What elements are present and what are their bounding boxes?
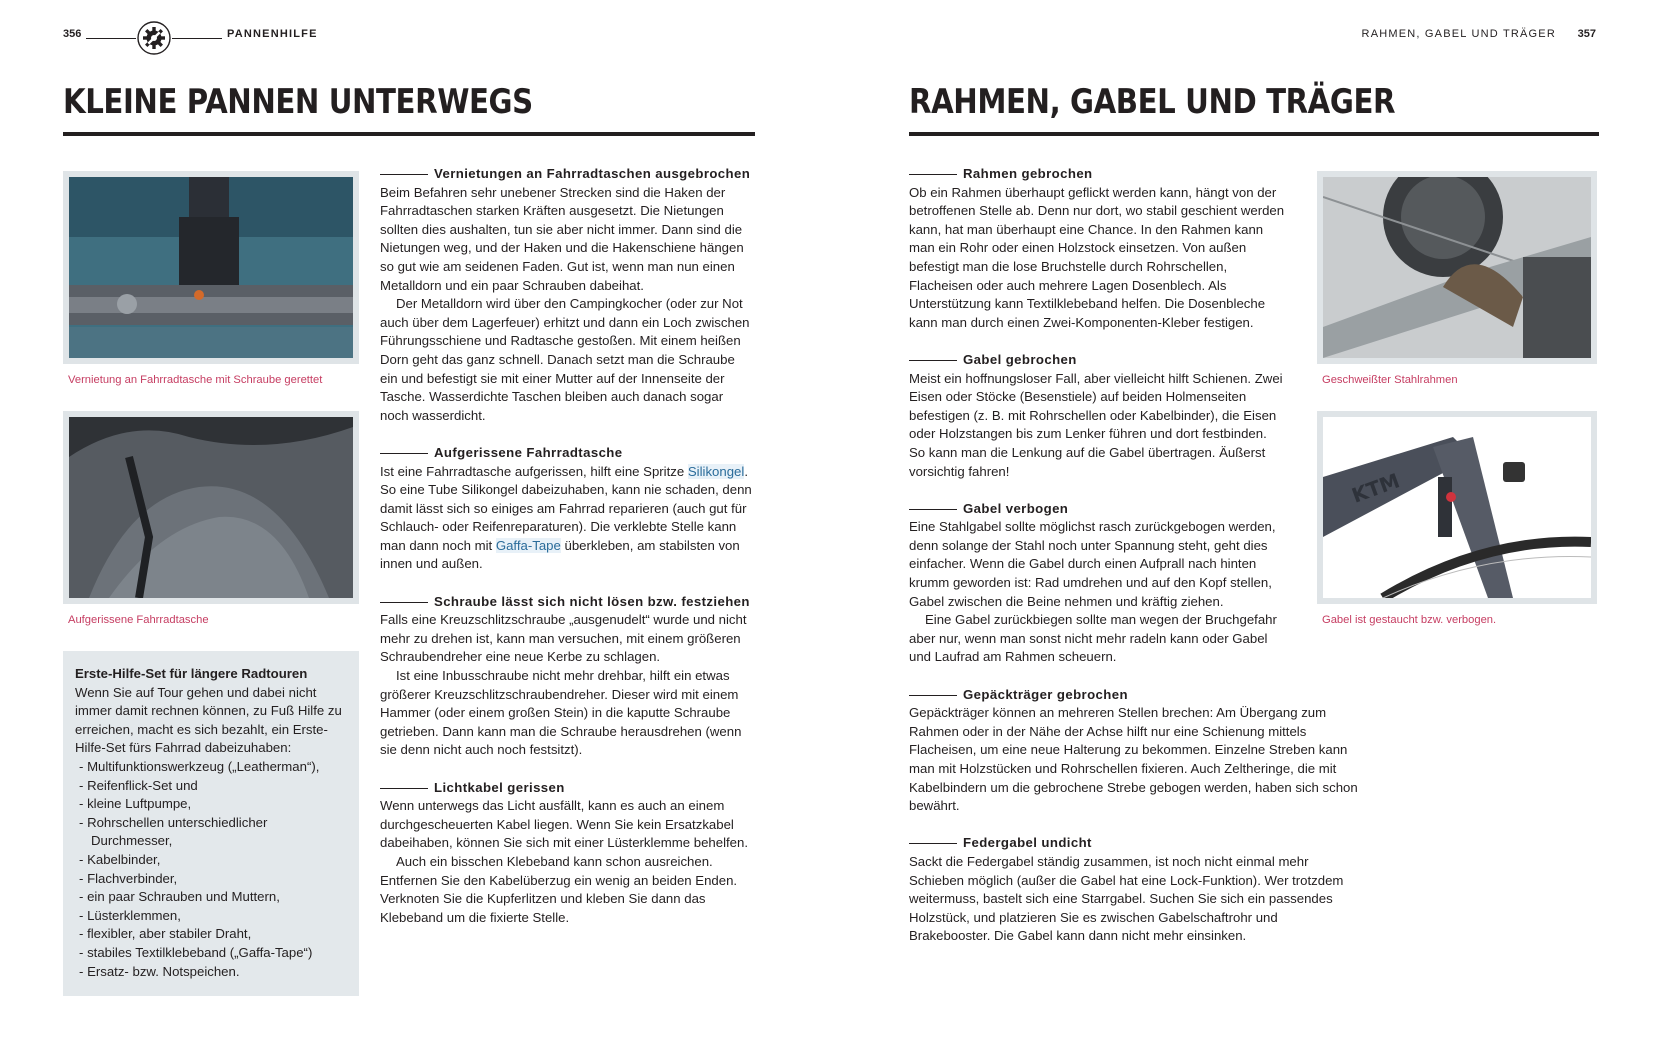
- box-list: [75, 758, 349, 981]
- link-silikongel[interactable]: Silikongel: [687, 463, 745, 479]
- list-item: - Reifenflick-Set und: [75, 777, 349, 796]
- paragraph: Ist eine Fahrradtasche aufgerissen, hilft eine Spritze Silikongel. So eine Tube Silikongel dabeizuhaben, kann nie schaden, denn damit lässt sich so einiges am Fahrrad reparieren (auch gut für Schlauch- oder Reifenreparaturen). Die verklebte Stelle kann man dann noch mit Gaffa-Tape überkleben, am stabilsten von innen und außen.: [380, 463, 752, 572]
- bike-brand-label: KTM: [1348, 468, 1403, 508]
- gear-wrench-icon: [137, 21, 171, 55]
- left-section-label: PANNENHILFE: [227, 28, 318, 40]
- header-line-right: [172, 38, 222, 39]
- section-heading-light-cable: Lichtkabel gerissen: [380, 779, 755, 798]
- paragraph: Eine Gabel zurückbiegen sollte man wegen der Bruchgefahr aber nur, wenn man sonst nicht mehr radeln kann oder Gabel und Laufrad am Rahmen scheuern.: [909, 612, 1277, 665]
- right-title-rule: [909, 132, 1599, 136]
- left-text-column: [380, 165, 755, 927]
- box-title: Erste-Hilfe-Set für längere Radtouren: [75, 666, 308, 681]
- section-heading-frame-broken: Rahmen gebrochen: [909, 165, 1285, 184]
- photo-caption-2: Aufgerissene Fahrradtasche: [68, 614, 209, 626]
- header-line-left: [86, 38, 136, 39]
- paragraph: Ob ein Rahmen überhaupt geflickt werden kann, hängt von der betroffenen Stelle ab. Denn nur dort, wo stabil geschient werden kann, hat man überhaupt eine Chance. In den Rahmen kann man ein Rohr oder einen Holzstock einsetzen. Von außen befestigt man die lose Bruchstelle durch Rohrschellen, Flacheisen oder auch mehrere Lagen Dosenblech. Als Unterstützung kann Textilklebeband helfen. Die Dosenbleche kann man durch einen Zwei-Komponenten-Kleber festigen.: [909, 184, 1285, 330]
- paragraph: Eine Stahlgabel sollte möglichst rasch zurückgebogen werden, denn solange der Stahl noch unter Spannung steht, geht dies einfacher. Wenn die Gabel durch einen Aufprall nach hinten krumm geworden ist: Rad umdrehen und auf den Kopf stellen, Gabel zwischen die Beine nehmen und kräftig ziehen.: [909, 519, 1276, 609]
- photo-welded-frame: [1317, 171, 1597, 364]
- list-item: - Rohrschellen unterschiedlicher Durchmesser,: [75, 814, 349, 851]
- paragraph: Gepäckträger können an mehreren Stellen brechen: Am Übergang zum Rahmen oder in der Nähe der Achse hilft nur eine Schienung mittels Flacheisen, um eine neue Halterung zu bekommen. Einzelne Streben kann man mit Holzstücken und Rohrschellen fixieren. Auch Zeltheringe, die mit Kabelbindern um die gebrochene Strebe gebogen werden, haben sich schon bewährt.: [909, 705, 1358, 814]
- list-item: - ein paar Schrauben und Muttern,: [75, 888, 349, 907]
- list-item: - Ersatz- bzw. Notspeichen.: [75, 963, 349, 982]
- photo-caption-4: Gabel ist gestaucht bzw. verbogen.: [1322, 614, 1497, 626]
- paragraph: Wenn unterwegs das Licht ausfällt, kann es auch an einem durchgescheuerten Kabel liegen. Wenn Sie kein Ersatzkabel dabeihaben, können Sie sich mit einer Lüsterklemme behelfen.: [380, 798, 749, 851]
- section-heading-fork-bent: Gabel verbogen: [909, 500, 1285, 519]
- left-page-number: 356: [63, 28, 82, 40]
- section-heading-torn-bag: Aufgerissene Fahrradtasche: [380, 444, 755, 463]
- paragraph: Sackt die Federgabel ständig zusammen, ist noch nicht einmal mehr Schieben möglich (außer die Gabel hat eine Lock-Funktion). Wer trotzdem weitermuss, bastelt sich eine Starrgabel. Suchen Sie sich ein passendes Holzstück, und platzieren Sie es zwischen Gabelschaftrohr und Brakebooster. Die Gabel kann dann nicht mehr einsinken.: [909, 853, 1344, 944]
- section-heading-rivets: Vernietungen an Fahrradtaschen ausgebrochen: [380, 165, 755, 184]
- paragraph: Auch ein bisschen Klebeband kann schon ausreichen. Entfernen Sie den Kabelüberzug ein wenig an beiden Enden. Verknoten Sie die Kupferlitzen und kleben Sie dann das Klebeband um die fixierte Stelle.: [380, 853, 738, 925]
- list-item: - Multifunktionswerkzeug („Leatherman“),: [75, 758, 349, 777]
- left-title-rule: [63, 132, 755, 136]
- list-item: - Kabelbinder,: [75, 851, 349, 870]
- list-item: - stabiles Textilklebeband („Gaffa-Tape“): [75, 944, 349, 963]
- right-page-title: RAHMEN, GABEL UND TRÄGER: [909, 82, 1396, 122]
- photo-caption-1: Vernietung an Fahrradtasche mit Schraube gerettet: [68, 374, 323, 386]
- right-text-column: [909, 165, 1358, 946]
- section-heading-screw: Schraube lässt sich nicht lösen bzw. festziehen: [380, 593, 755, 612]
- section-heading-rack-broken: Gepäckträger gebrochen: [909, 686, 1285, 705]
- left-page-title: KLEINE PANNEN UNTERWEGS: [63, 82, 533, 122]
- list-item: - Lüsterklemmen,: [75, 907, 349, 926]
- link-gaffa-tape[interactable]: Gaffa-Tape: [495, 537, 561, 553]
- photo-pannier-rivet: [63, 171, 359, 364]
- photo-caption-3: Geschweißter Stahlrahmen: [1322, 374, 1458, 386]
- right-page-number: 357: [1577, 28, 1596, 40]
- section-heading-suspension-leaking: Federgabel undicht: [909, 834, 1285, 853]
- list-item: - flexibler, aber stabiler Draht,: [75, 925, 349, 944]
- photo-torn-bag: [63, 411, 359, 604]
- paragraph: Ist eine Inbusschraube nicht mehr drehbar, hilft ein etwas größerer Kreuzschlitzschraubendreher. Dieser wird mit einem Hammer (oder einem großen Stein) in die kaputte Schraube getrieben. Dann kann man die Schraube herausdrehen (wenn sie denn nicht auch noch festsitzt).: [380, 668, 742, 758]
- list-item: - Flachverbinder,: [75, 870, 349, 889]
- box-intro: Wenn Sie auf Tour gehen und dabei nicht immer damit rechnen können, zu Fuß Hilfe zu erreichen, macht es sich bezahlt, ein Erste-Hilfe-Set fürs Fahrrad dabeizuhaben:: [75, 684, 342, 756]
- first-aid-kit-box: [63, 651, 359, 996]
- paragraph: Falls eine Kreuzschlitzschraube „ausgenudelt“ wurde und nicht mehr zu drehen ist, kann man versuchen, mit einem größeren Schraubendreher eine neue Kerbe zu schlagen.: [380, 612, 747, 665]
- paragraph: Der Metalldorn wird über den Campingkocher (oder zur Not auch über dem Lagerfeuer) erhitzt und dann ein Loch zwischen Führungsschiene und Radtasche gestoßen. Mit einem heißen Dorn geht das ganz schnell. Danach setzt man die Schraube ein und befestigt sie mit einer Mutter auf der Innenseite der Tasche. Wasserdichte Taschen bleiben auch danach sogar noch wasserdicht.: [380, 296, 750, 423]
- right-section-label: RAHMEN, GABEL UND TRÄGER: [1361, 28, 1556, 40]
- list-item: - kleine Luftpumpe,: [75, 795, 349, 814]
- photo-bent-fork: [1317, 411, 1597, 604]
- paragraph: Beim Befahren sehr unebener Strecken sind die Haken der Fahrradtaschen starken Kräften ausgesetzt. Die Nietungen sollten dies aushalten, tun sie aber nicht immer. Dann sind die Nietungen weg, und der Haken und die Hakenschiene hängen so gut wie am seidenen Faden. Gut ist, wenn man nun einen Metalldorn und ein paar Schrauben dabeihat.: [380, 184, 744, 293]
- paragraph: Meist ein hoffnungsloser Fall, aber vielleicht hilft Schienen. Zwei Eisen oder Stöcke (Besenstiele) auf beiden Holmenseiten befestigen (z. B. mit Rohrschellen oder Kabelbinder), die Eisen oder Holzstangen bis zum Lenker führen und dort festbinden. So kann man die Lenkung auf die Gabel übertragen. Äußerst vorsichtig fahren!: [909, 370, 1283, 479]
- section-heading-fork-broken: Gabel gebrochen: [909, 351, 1285, 370]
